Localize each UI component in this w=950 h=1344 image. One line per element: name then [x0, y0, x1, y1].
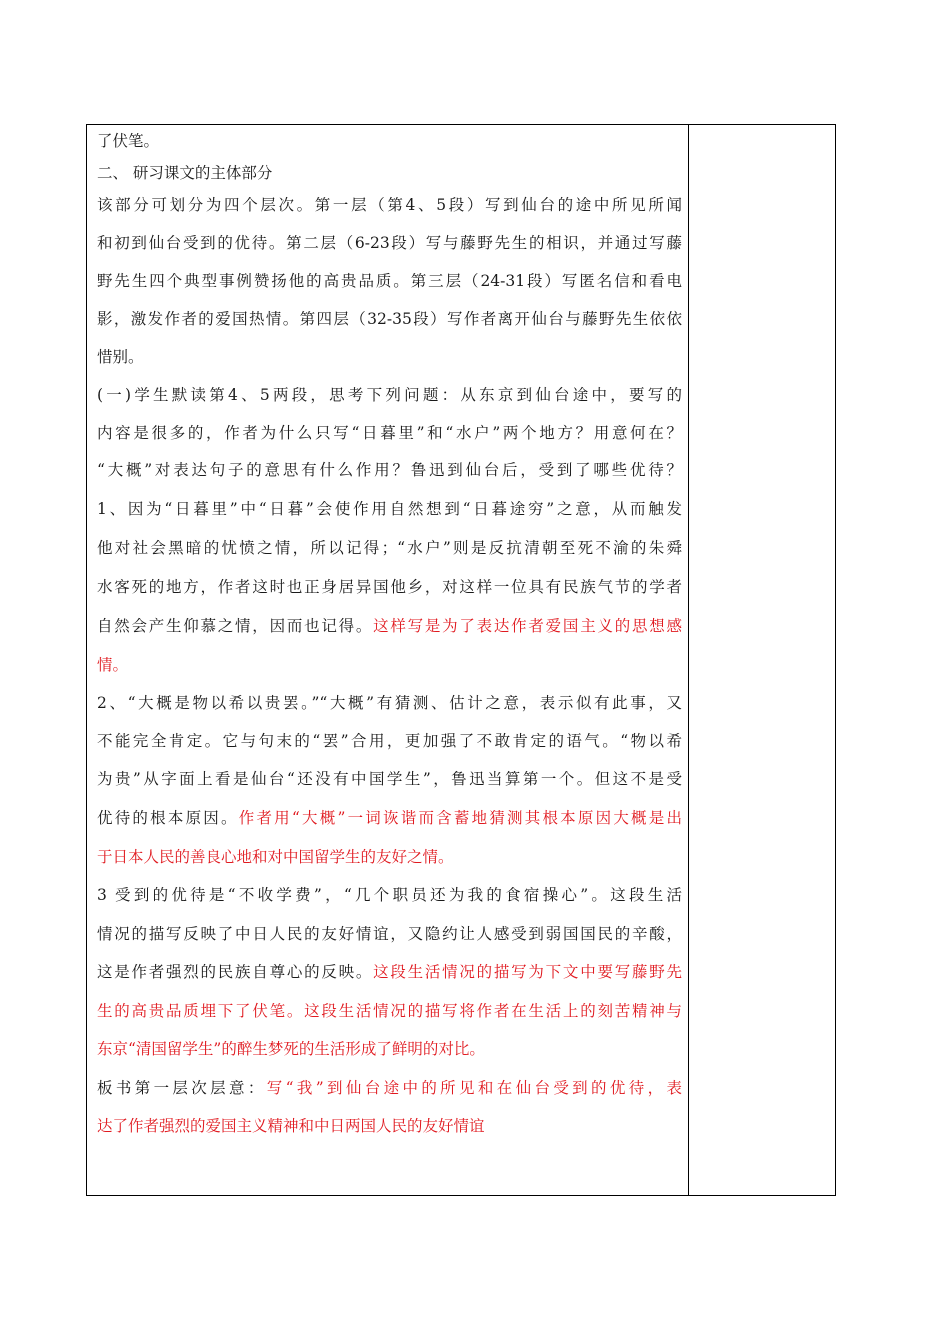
highlighted-text: 生的高贵品质埋下了伏笔。这段生活情况的描写将作者在生活上的刻苦精神与	[97, 1002, 682, 1020]
text-line	[97, 309, 682, 329]
text-line	[97, 693, 682, 713]
text-line	[97, 233, 682, 253]
text-line	[97, 616, 682, 636]
text-line	[97, 808, 682, 828]
highlighted-text: 这段生活情况的描写为下文中要写藤野先	[373, 963, 682, 981]
highlighted-text: 写“我”到仙台途中的所见和在仙台受到的优待，表	[266, 1079, 682, 1097]
text-line	[97, 577, 682, 597]
text-line	[97, 423, 682, 443]
text-line	[97, 962, 682, 982]
text-line	[97, 655, 682, 675]
text-line	[97, 1116, 682, 1136]
body-text: 板书第一层次层意：	[97, 1079, 267, 1097]
body-text: 惜别。	[97, 348, 144, 366]
body-text: 优待的根本原因。	[97, 809, 239, 827]
body-text: (一)学生默读第4、5两段，思考下列问题：从东京到仙台途中，要写的	[97, 386, 682, 404]
side-notes-cell	[689, 125, 835, 1195]
text-line	[97, 163, 682, 183]
text-line	[97, 1078, 682, 1098]
body-text: 和初到仙台受到的优待。第二层（6-23段）写与藤野先生的相识，并通过写藤	[97, 234, 682, 252]
body-text: 为贵”从字面上看是仙台“还没有中国学生”，鲁迅当算第一个。但这不是受	[97, 770, 682, 788]
body-text: 2、“大概是物以希以贵罢。”“大概”有猜测、估计之意，表示似有此事，又	[97, 694, 682, 712]
page-table	[86, 124, 836, 1196]
text-line	[97, 195, 682, 215]
body-text: 不能完全肯定。它与句末的“罢”合用，更加强了不敢肯定的语气。“物以希	[97, 732, 682, 750]
highlighted-text: 情。	[97, 656, 129, 674]
body-text: 野先生四个典型事例赞扬他的高贵品质。第三层（24-31段）写匿名信和看电	[97, 272, 682, 290]
text-line	[97, 731, 682, 751]
highlighted-text: 这样写是为了表达作者爱国主义的思想感	[373, 617, 682, 635]
body-text: 二、 研习课文的主体部分	[97, 164, 273, 182]
body-text: 1、因为“日暮里”中“日暮”会使作用自然想到“日暮途穷”之意，从而触发	[97, 500, 682, 518]
text-line	[97, 1039, 682, 1059]
text-line	[97, 769, 682, 789]
highlighted-text: 东京“清国留学生”的醉生梦死的生活形成了鲜明的对比。	[97, 1040, 485, 1058]
text-line	[97, 1001, 682, 1021]
text-line	[97, 924, 682, 944]
main-content-cell	[87, 125, 689, 1195]
highlighted-text: 达了作者强烈的爱国主义精神和中日两国人民的友好情谊	[97, 1117, 485, 1135]
body-text: 情况的描写反映了中日人民的友好情谊，又隐约让人感受到弱国国民的辛酸，	[97, 925, 682, 943]
body-text: 这是作者强烈的民族自尊心的反映。	[97, 963, 374, 981]
body-text: 3 受到的优待是“不收学费”，“几个职员还为我的食宿操心”。这段生活	[97, 886, 682, 904]
text-line	[97, 847, 682, 867]
text-line	[97, 885, 682, 905]
text-line	[97, 538, 682, 558]
body-text: 该部分可划分为四个层次。第一层（第4、5段）写到仙台的途中所见所闻	[97, 196, 682, 214]
highlighted-text: 作者用“大概”一词诙谐而含蓄地猜测其根本原因大概是出	[238, 809, 682, 827]
body-text: 了伏笔。	[97, 132, 160, 150]
text-line	[97, 385, 682, 405]
text-line	[97, 460, 682, 480]
text-line	[97, 499, 682, 519]
highlighted-text: 于日本人民的善良心地和对中国留学生的友好之情。	[97, 848, 454, 866]
body-text: 自然会产生仰慕之情，因而也记得。	[97, 617, 374, 635]
body-text: “大概”对表达句子的意思有什么作用？鲁迅到仙台后，受到了哪些优待？	[97, 461, 682, 479]
body-text: 内容是很多的，作者为什么只写“日暮里”和“水户”两个地方？用意何在？	[97, 424, 682, 442]
body-text: 水客死的地方，作者这时也正身居异国他乡，对这样一位具有民族气节的学者	[97, 578, 682, 596]
text-line	[97, 347, 682, 367]
body-text: 影，激发作者的爱国热情。第四层（32-35段）写作者离开仙台与藤野先生依依	[97, 310, 682, 328]
text-line	[97, 271, 682, 291]
body-text: 他对社会黑暗的忧愤之情，所以记得；“水户”则是反抗清朝至死不渝的朱舜	[97, 539, 682, 557]
text-line	[97, 131, 682, 151]
